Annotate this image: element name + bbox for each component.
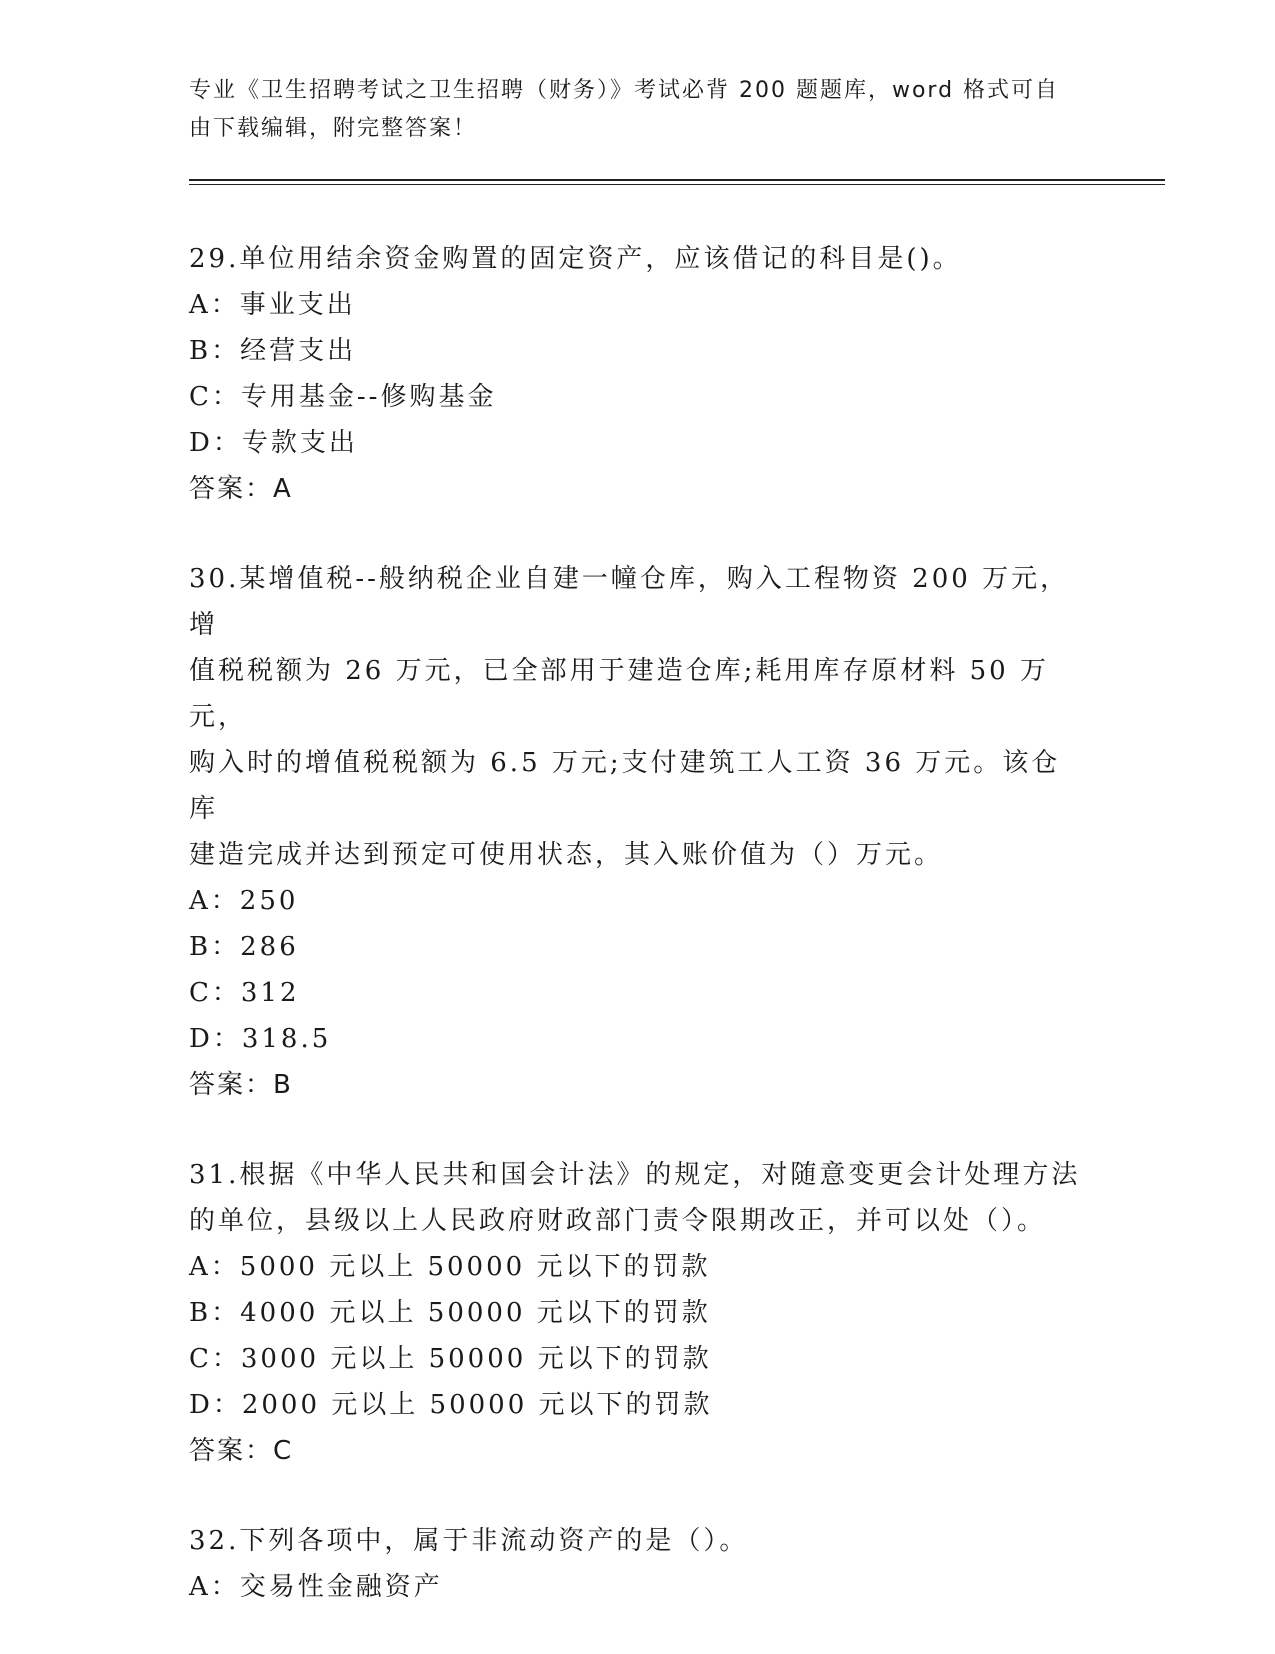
option-b: B：经营支出 [189, 336, 357, 366]
option-d: D：318.5 [189, 1024, 332, 1054]
answer-line: 答案：A [189, 474, 293, 504]
question-stem: 建造完成并达到预定可使用状态，其入账价值为（）万元。 [189, 840, 944, 870]
option-b: B：286 [189, 932, 299, 962]
option-a: A：250 [189, 886, 299, 916]
question-list [189, 236, 1089, 1654]
question-32 [189, 1518, 1089, 1610]
question-stem: 购入时的增值税税额为 6.5 万元;支付建筑工人工资 36 万元。该仓库 [189, 748, 1061, 824]
question-29 [189, 236, 1089, 512]
header-divider-thin [189, 184, 1165, 185]
option-c: C：312 [189, 978, 300, 1008]
question-stem: 的单位，县级以上人民政府财政部门责令限期改正，并可以处（）。 [189, 1206, 1047, 1236]
header-divider-thick [189, 179, 1165, 181]
header-line-2: 由下载编辑，附完整答案！ [189, 116, 478, 141]
question-stem: 31.根据《中华人民共和国会计法》的规定，对随意变更会计处理方法 [189, 1160, 1081, 1190]
answer-line: 答案：C [189, 1436, 294, 1466]
question-stem: 值税税额为 26 万元，已全部用于建造仓库;耗用库存原材料 50 万元， [189, 656, 1049, 732]
option-d: D：专款支出 [189, 428, 358, 458]
option-d: D：2000 元以上 50000 元以下的罚款 [189, 1390, 713, 1420]
option-b: B：4000 元以上 50000 元以下的罚款 [189, 1298, 711, 1328]
option-c: C：3000 元以上 50000 元以下的罚款 [189, 1344, 712, 1374]
option-a: A：5000 元以上 50000 元以下的罚款 [189, 1252, 711, 1282]
question-stem: 32.下列各项中，属于非流动资产的是（）。 [189, 1526, 749, 1556]
document-header [189, 72, 1089, 148]
question-stem: 29.单位用结余资金购置的固定资产，应该借记的科目是()。 [189, 244, 962, 274]
option-a: A：交易性金融资产 [189, 1572, 443, 1602]
option-c: C：专用基金--修购基金 [189, 382, 497, 412]
answer-line: 答案：B [189, 1070, 293, 1100]
question-30 [189, 556, 1089, 1108]
question-31 [189, 1152, 1089, 1474]
question-stem: 30.某增值税--般纳税企业自建一幢仓库，购入工程物资 200 万元，增 [189, 564, 1070, 640]
header-line-1: 专业《卫生招聘考试之卫生招聘（财务）》考试必背 200 题题库，word 格式可自 [189, 78, 1060, 103]
option-a: A：事业支出 [189, 290, 356, 320]
